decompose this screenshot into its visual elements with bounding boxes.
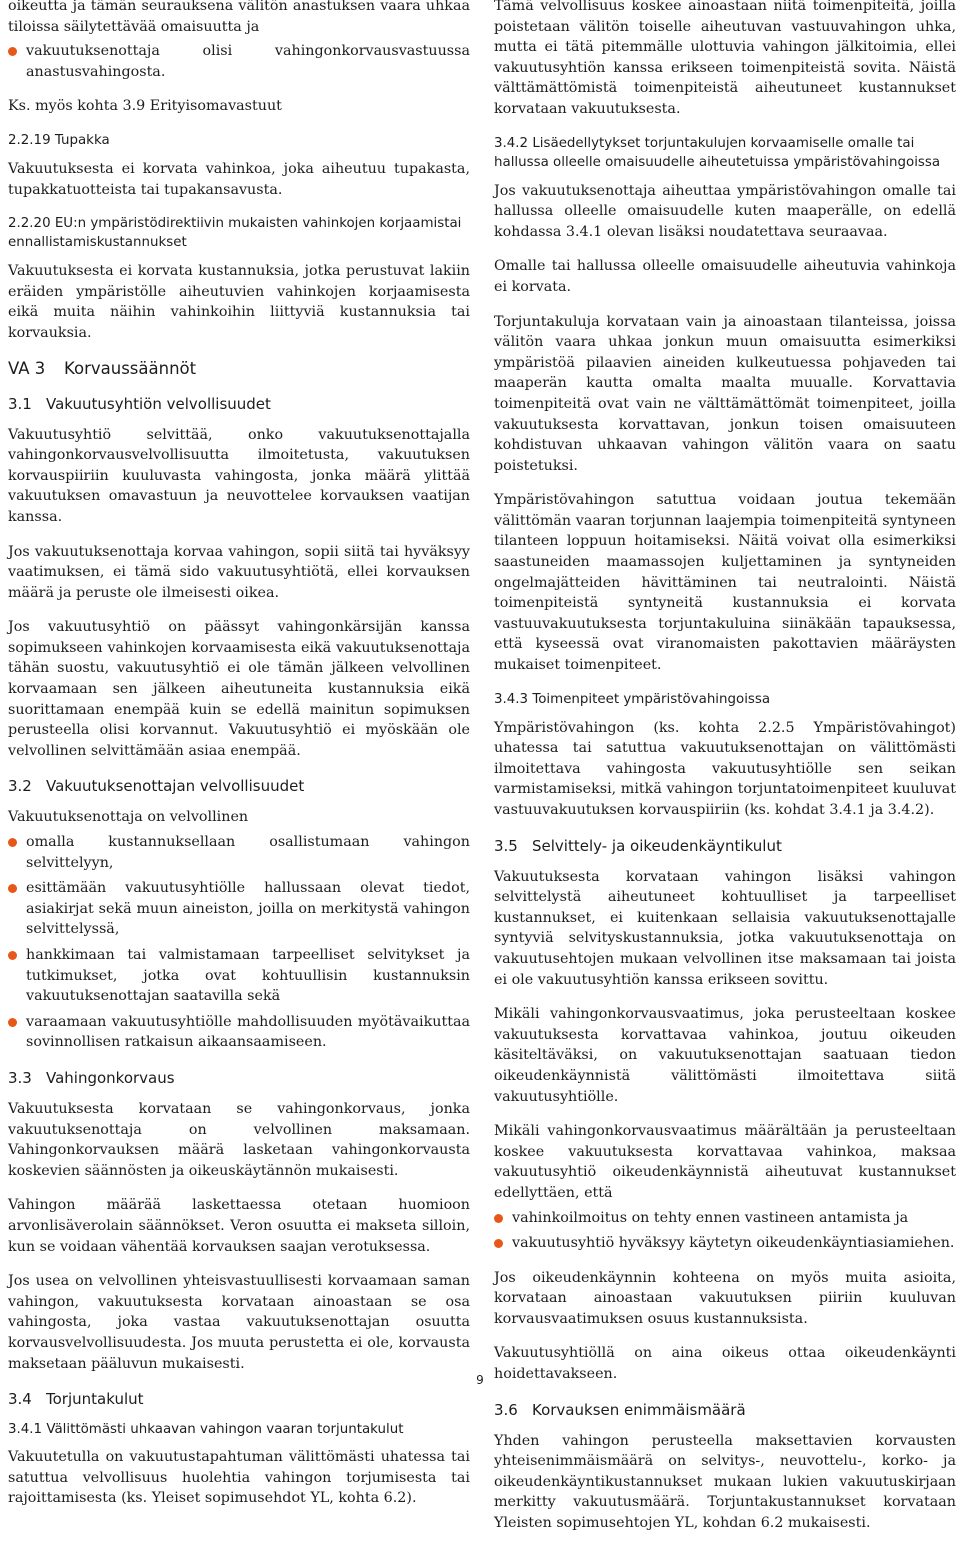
bullet-icon — [494, 1239, 503, 1248]
bullet-icon — [8, 838, 17, 847]
list-item: varaamaan vakuutusyhtiölle mahdollisuuden myötävaikuttaa sovinnollisen ratkaisun aikaansaamiseen. — [8, 1012, 470, 1053]
section-heading: 3.5 Selvittely- ja oikeudenkäyntikulut — [494, 836, 782, 855]
subsection-heading: 2.2.19 Tupakka — [8, 132, 110, 148]
bullet-icon — [8, 1018, 17, 1027]
list-item: omalla kustannuksellaan osallistumaan vahingon selvittelyyn, — [8, 832, 470, 873]
list-item: vakuutuksenottaja olisi vahingonkorvausvastuussa anastusvahingosta. — [8, 41, 470, 82]
chapter-heading: VA 3 Korvaussäännöt — [8, 358, 197, 378]
section-heading: 3.4 Torjuntakulut — [8, 1390, 144, 1409]
list-item: hankkimaan tai valmistamaan tarpeelliset selvitykset ja tutkimukset, jotka ovat kohtuullisin kustannuksin vakuutuksenottajan saatavilla sekä — [8, 945, 470, 1007]
paragraph: Ympäristövahingon satuttua voidaan joutua tekemään välittömän vaaran torjunnan laajempia toimenpiteitä syntyneen tilanteen loppuun hoitamiseksi. Näitä voivat olla esimerkiksi saastuneiden maamassojen kuljettaminen ja syntyneiden ongelmajätteiden hävittäminen tai neutralointi. Näistä toimenpiteistä syntyneitä kustannuksia ei korvata vastuuvakuutuksesta torjuntakuluina siinäkään tapauksessa, että kyseessä ovat viranomaisten pakottavien määräysten mukaiset toimenpiteet. — [494, 492, 956, 674]
subsection-heading: 2.2.20 EU:n ympäristödirektiivin mukaisten vahinkojen korjaamistai ennallistamiskustannukset — [8, 216, 462, 251]
paragraph: Jos vakuutuksenottaja aiheuttaa ympäristövahingon omalle tai hallussa olleelle omaisuudelle kuten maaperälle, on edellä kohdassa 3.4.1 olevan lisäksi noudatettava seuraavaa. — [494, 182, 956, 240]
paragraph: Vakuutuksesta ei korvata vahinkoa, joka aiheutuu tupakasta, tupakkatuotteista tai tupakansavusta. — [8, 160, 470, 198]
see-also-note: Ks. myös kohta 3.9 Erityisomavastuut — [8, 98, 282, 115]
paragraph: Vakuutuksesta korvataan se vahingonkorvaus, jonka vakuutuksenottaja on velvollinen maksamaan. Vahingonkorvauksen määrä lasketaan vahingonkorvausta koskevien säännösten ja oikeuskäytännön mukaisesti. — [8, 1100, 470, 1179]
subsection-heading: 3.4.1 Välittömästi uhkaavan vahingon vaaran torjuntakulut — [8, 1422, 404, 1438]
paragraph: Vakuutusyhtiöllä on aina oikeus ottaa oikeudenkäynti hoidettavakseen. — [494, 1345, 956, 1383]
paragraph: Omalle tai hallussa olleelle omaisuudelle aiheutuvia vahinkoja ei korvata. — [494, 258, 956, 295]
page-number: 9 — [476, 1373, 484, 1387]
paragraph: Torjuntakuluja korvataan vain ja ainoastaan tilanteissa, joissa välitön vaara uhkaa jonkun muun omaisuutta esimerkiksi ympäristöä pilaavien aineiden kulkeutuessa pohjaveden tai maaperän kautta omalta maalta muualle. Korvattavia toimenpiteitä ovat vain ne välttämättömät toimenpiteet, joilla vakuutuksesta korvattavan, jonkun toisen omaisuuteen kohdistuvan uhkaavan vahingon välitön vaara on saatu poistetuksi. — [494, 313, 956, 474]
paragraph: Vakuutuksenottaja on velvollinen — [8, 809, 249, 826]
paragraph: Jos vakuutuksenottaja korvaa vahingon, sopii siitä tai hyväksyy vaatimuksen, ei tämä sido vakuutusyhtiötä, ellei korvauksen määrä ja peruste ole ilmeisesti oikea. — [8, 543, 470, 601]
bullet-list — [8, 41, 470, 82]
list-item: esittämään vakuutusyhtiölle hallussaan olevat tiedot, asiakirjat sekä muun aineiston, joilla on merkitystä vahingon selvittelyssä, — [8, 878, 470, 940]
paragraph: Vahingon määrää laskettaessa otetaan huomioon arvonlisäverolain säännökset. Veron osuutta ei makseta silloin, kun se voidaan vähentää korvauksen saajan verotuksessa. — [8, 1197, 470, 1255]
bullet-icon — [8, 884, 17, 893]
list-item: vahinkoilmoitus on tehty ennen vastineen antamista ja — [494, 1208, 956, 1229]
subsection-heading: 3.4.3 Toimenpiteet ympäristövahingoissa — [494, 691, 771, 707]
section-heading: 3.1 Vakuutusyhtiön velvollisuudet — [8, 394, 271, 413]
subsection-heading: 3.4.2 Lisäedellytykset torjuntakulujen korvaamiselle omalle tai hallussa olleelle omaisuudelle aiheutetuissa ympäristövahingoissa — [494, 135, 941, 170]
section-heading: 3.6 Korvauksen enimmäismäärä — [494, 1400, 746, 1419]
bullet-icon — [494, 1214, 503, 1223]
bullet-list — [8, 832, 470, 1053]
paragraph: Jos usea on velvollinen yhteisvastuullisesti korvaamaan saman vahingon, vakuutuksesta korvataan ainoastaan se osa vahingosta, joka vastaa vakuutuksenottajan osuutta korvausvelvollisuudesta. Jos muuta perustetta ei ole, korvausta maksetaan pääluvun mukaisesti. — [8, 1273, 470, 1372]
bullet-icon — [8, 47, 17, 56]
paragraph: Vakuutuksesta korvataan vahingon lisäksi vahingon selvittelystä aiheutuneet kohtuulliset ja tarpeelliset kustannukset, ei kuitenkaan sellaisia vakuutuksenottajalle syntyviä selvityskustannuksia, jotka vakuutuksenottaja on vakuutusehtojen mukaan velvollinen itse maksamaan tai joista ei ole vakuutusyhtiön kanssa erikseen sovittu. — [494, 868, 956, 988]
bullet-icon — [8, 951, 17, 960]
paragraph: Mikäli vahingonkorvausvaatimus määrältään ja perusteeltaan koskee vakuutuksesta korvattavaa vahinkoa, maksaa vakuutusyhtiö oikeudenkäynnistä aiheutuvat kustannukset edellyttäen, että — [494, 1123, 956, 1201]
paragraph: oikeutta ja tämän seurauksena välitön anastuksen vaara uhkaa tiloissa säilytettävää omaisuutta ja — [8, 0, 470, 35]
section-heading: 3.3 Vahingonkorvaus — [8, 1068, 175, 1087]
list-item: vakuutusyhtiö hyväksyy käytetyn oikeudenkäyntiasiamiehen. — [494, 1233, 956, 1254]
paragraph: Mikäli vahingonkorvausvaatimus, joka perusteeltaan koskee vakuutuksesta korvattavaa vahinkoa, joutuu oikeuden käsiteltäväksi, on vakuutuksenottajan saatuaan tiedon oikeudenkäynnistä välittömästi ilmoitettava siitä vakuutusyhtiölle. — [494, 1006, 956, 1105]
bullet-list — [494, 1208, 956, 1254]
paragraph: Vakuutusyhtiö selvittää, onko vakuutuksenottajalla vahingonkorvausvelvollisuutta ilmoitetusta, vakuutuksen korvauspiiriin kuuluvasta vahingosta, jonka määrä ylittää vakuutuksen omavastuun ja neuvottelee korvauksen vaatijan kanssa. — [8, 426, 470, 525]
paragraph: Ympäristövahingon (ks. kohta 2.2.5 Ympäristövahingot) uhatessa tai satuttua vakuutuksenottajan on välittömästi ilmoitettava vahingosta vakuutusyhtiölle sen seikan varmistamiseksi, mitkä vahingon torjuntatoimenpiteet kuuluvat vastuuvakuutuksen korvauspiiriin (ks. kohdat 3.4.1 ja 3.4.2). — [494, 719, 956, 818]
paragraph: Tämä velvollisuus koskee ainoastaan niitä toimenpiteitä, joilla poistetaan välitön toiselle aiheutuvan vastuuvahingon uhka, mutta ei tätä pitemmälle ulottuvia vahingon jälkitoimia, ellei vakuutusyhtiön kanssa erikseen toimenpiteistä sovita. Näistä välttämättömistä toimenpiteistä aiheutuneet kustannukset korvataan vakuutuksesta. — [494, 0, 956, 117]
paragraph: Vakuutetulla on vakuutustapahtuman välittömästi uhatessa tai satuttua velvollisuus huolehtia vahingon torjumisesta tai rajoittamisesta (ks. Yleiset sopimusehdot YL, kohta 6.2). — [8, 1449, 470, 1507]
paragraph: Yhden vahingon perusteella maksettavien korvausten yhteisenimmäismäärä on selvitys-, neuvottelu-, korko- ja oikeudenkäyntikustannukset mukaan lukien vakuutuskirjaan merkitty vakuutusmäärä. Torjuntakustannukset korvataan Yleisten sopimusehtojen YL, kohdan 6.2 mukaisesti. — [494, 1432, 956, 1532]
section-heading: 3.2 Vakuutuksenottajan velvollisuudet — [8, 777, 305, 796]
paragraph: Vakuutuksesta ei korvata kustannuksia, jotka perustuvat lakiin eräiden ympäristölle aiheutuvien vahinkojen korjaamisesta eikä muita näihin vahinkoihin liittyviä kustannuksia tai korvauksia. — [8, 263, 470, 341]
paragraph: Jos vakuutusyhtiö on päässyt vahingonkärsijän kanssa sopimukseen vahinkojen korvaamisesta eikä vakuutuksenottaja tähän suostu, vakuutusyhtiö ei ole tämän jälkeen velvollinen korvaamaan sen jälkeen aiheutuneita kustannuksia eikä suorittamaan enempää kuin se edellä mainitun sopimuksen perusteella olisi korvannut. Vakuutusyhtiö ei myöskään ole velvollinen selvittämään asiaa enempää. — [8, 619, 470, 759]
paragraph: Jos oikeudenkäynnin kohteena on myös muita asioita, korvataan ainoastaan vakuutuksen piiriin kuuluvan korvausvaatimuksen osuus kustannuksista. — [494, 1269, 956, 1327]
